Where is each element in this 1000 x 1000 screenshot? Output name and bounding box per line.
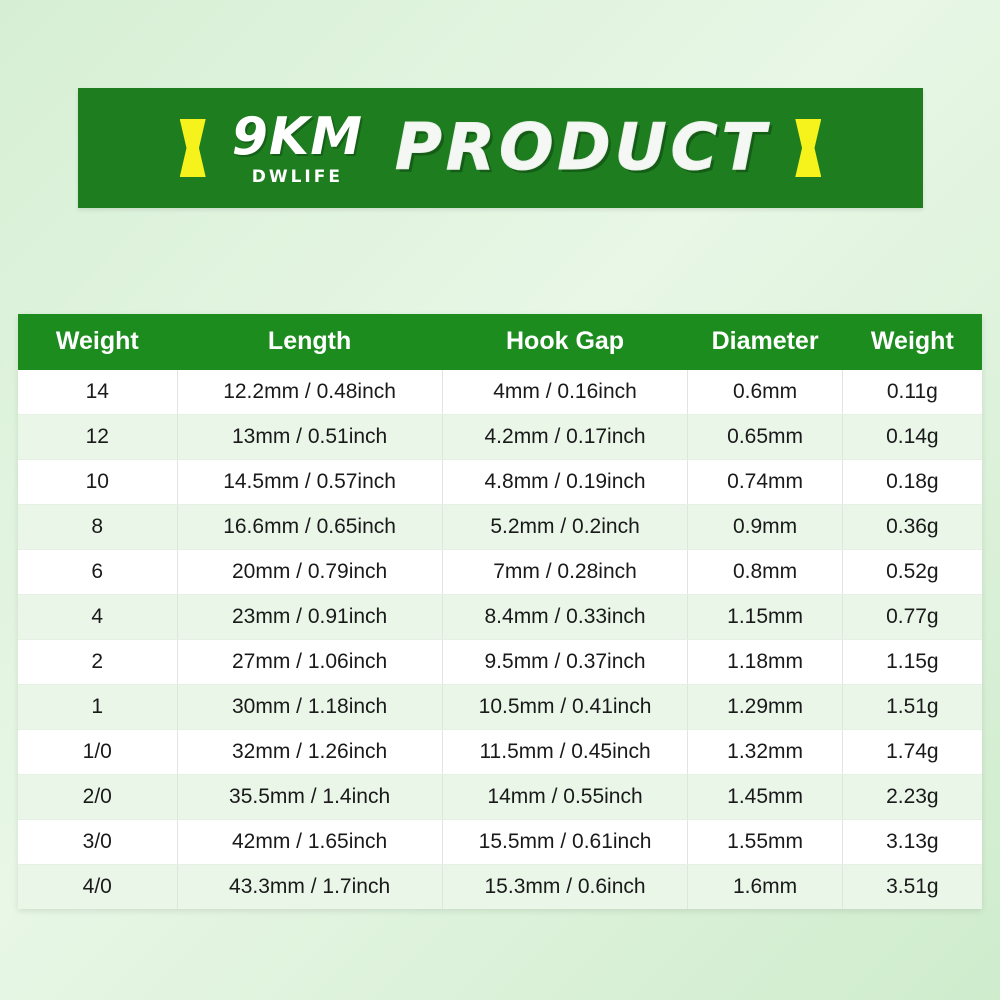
cell-size: 10: [18, 460, 177, 505]
cell-diameter: 0.6mm: [688, 370, 842, 415]
cell-hook-gap: 4.8mm / 0.19inch: [442, 460, 688, 505]
cell-diameter: 1.45mm: [688, 775, 842, 820]
cell-length: 32mm / 1.26inch: [177, 730, 442, 775]
cell-weight: 1.74g: [842, 730, 982, 775]
cell-weight: 0.14g: [842, 415, 982, 460]
cell-length: 30mm / 1.18inch: [177, 685, 442, 730]
cell-length: 20mm / 0.79inch: [177, 550, 442, 595]
cell-weight: 0.52g: [842, 550, 982, 595]
cell-diameter: 0.65mm: [688, 415, 842, 460]
chevron-left-icon: [180, 119, 206, 177]
cell-length: 42mm / 1.65inch: [177, 820, 442, 865]
table-row: [18, 505, 982, 550]
cell-size: 3/0: [18, 820, 177, 865]
cell-hook-gap: 15.5mm / 0.61inch: [442, 820, 688, 865]
cell-hook-gap: 8.4mm / 0.33inch: [442, 595, 688, 640]
cell-length: 35.5mm / 1.4inch: [177, 775, 442, 820]
cell-hook-gap: 5.2mm / 0.2inch: [442, 505, 688, 550]
column-header-weight-size: Weight: [18, 314, 177, 370]
chevron-right-icon: [795, 119, 821, 177]
spec-table: [18, 314, 982, 909]
cell-length: 43.3mm / 1.7inch: [177, 865, 442, 910]
table-body: [18, 370, 982, 909]
cell-length: 23mm / 0.91inch: [177, 595, 442, 640]
cell-hook-gap: 14mm / 0.55inch: [442, 775, 688, 820]
cell-weight: 3.13g: [842, 820, 982, 865]
table-row: [18, 640, 982, 685]
table-row: [18, 460, 982, 505]
cell-size: 12: [18, 415, 177, 460]
cell-size: 1/0: [18, 730, 177, 775]
table-row: [18, 595, 982, 640]
column-header-weight: Weight: [842, 314, 982, 370]
cell-diameter: 1.18mm: [688, 640, 842, 685]
cell-weight: 1.51g: [842, 685, 982, 730]
cell-hook-gap: 9.5mm / 0.37inch: [442, 640, 688, 685]
cell-size: 6: [18, 550, 177, 595]
cell-size: 4/0: [18, 865, 177, 910]
cell-length: 14.5mm / 0.57inch: [177, 460, 442, 505]
cell-weight: 0.11g: [842, 370, 982, 415]
cell-length: 12.2mm / 0.48inch: [177, 370, 442, 415]
cell-diameter: 1.6mm: [688, 865, 842, 910]
cell-diameter: 0.9mm: [688, 505, 842, 550]
cell-diameter: 1.15mm: [688, 595, 842, 640]
table-row: [18, 775, 982, 820]
cell-weight: 3.51g: [886, 875, 939, 898]
table-header-row: [18, 314, 982, 370]
cell-diameter: 1.29mm: [688, 685, 842, 730]
cell-hook-gap: 11.5mm / 0.45inch: [442, 730, 688, 775]
cell-diameter: 1.32mm: [688, 730, 842, 775]
cell-diameter: 1.55mm: [688, 820, 842, 865]
table-row: [18, 865, 982, 910]
cell-length: 16.6mm / 0.65inch: [177, 505, 442, 550]
cell-hook-gap: 4mm / 0.16inch: [442, 370, 688, 415]
cell-weight: 0.36g: [842, 505, 982, 550]
column-header-length: Length: [177, 314, 442, 370]
cell-weight: 0.77g: [842, 595, 982, 640]
cell-weight: 0.18g: [842, 460, 982, 505]
cell-hook-gap: 7mm / 0.28inch: [442, 550, 688, 595]
cell-size: 14: [18, 370, 177, 415]
table-row: [18, 820, 982, 865]
cell-hook-gap: 10.5mm / 0.41inch: [442, 685, 688, 730]
brand-subtitle: DWLIFE: [251, 166, 343, 187]
cell-weight: 2.23g: [842, 775, 982, 820]
table-row: [18, 415, 982, 460]
banner-title: PRODUCT: [394, 111, 770, 185]
cell-size: 2/0: [18, 775, 177, 820]
table-header: [18, 314, 982, 370]
cell-weight: 1.15g: [842, 640, 982, 685]
cell-diameter: 0.8mm: [688, 550, 842, 595]
brand-logo: [231, 106, 363, 187]
spec-table-container: [18, 314, 982, 909]
table-row: [18, 730, 982, 775]
table-row: [18, 685, 982, 730]
table-row: [18, 550, 982, 595]
cell-size: 1: [18, 685, 177, 730]
cell-size: 2: [18, 640, 177, 685]
banner-content: [180, 106, 822, 187]
cell-length: 27mm / 1.06inch: [177, 640, 442, 685]
cell-size: 4: [18, 595, 177, 640]
table-row: [18, 370, 982, 415]
product-banner: [78, 88, 923, 208]
brand-name: 9KM: [231, 106, 363, 167]
column-header-diameter: Diameter: [688, 314, 842, 370]
cell-hook-gap: 4.2mm / 0.17inch: [442, 415, 688, 460]
column-header-hook-gap: Hook Gap: [442, 314, 688, 370]
cell-hook-gap: 15.3mm / 0.6inch: [442, 865, 688, 910]
cell-length: 13mm / 0.51inch: [177, 415, 442, 460]
cell-size: 8: [18, 505, 177, 550]
cell-diameter: 0.74mm: [688, 460, 842, 505]
